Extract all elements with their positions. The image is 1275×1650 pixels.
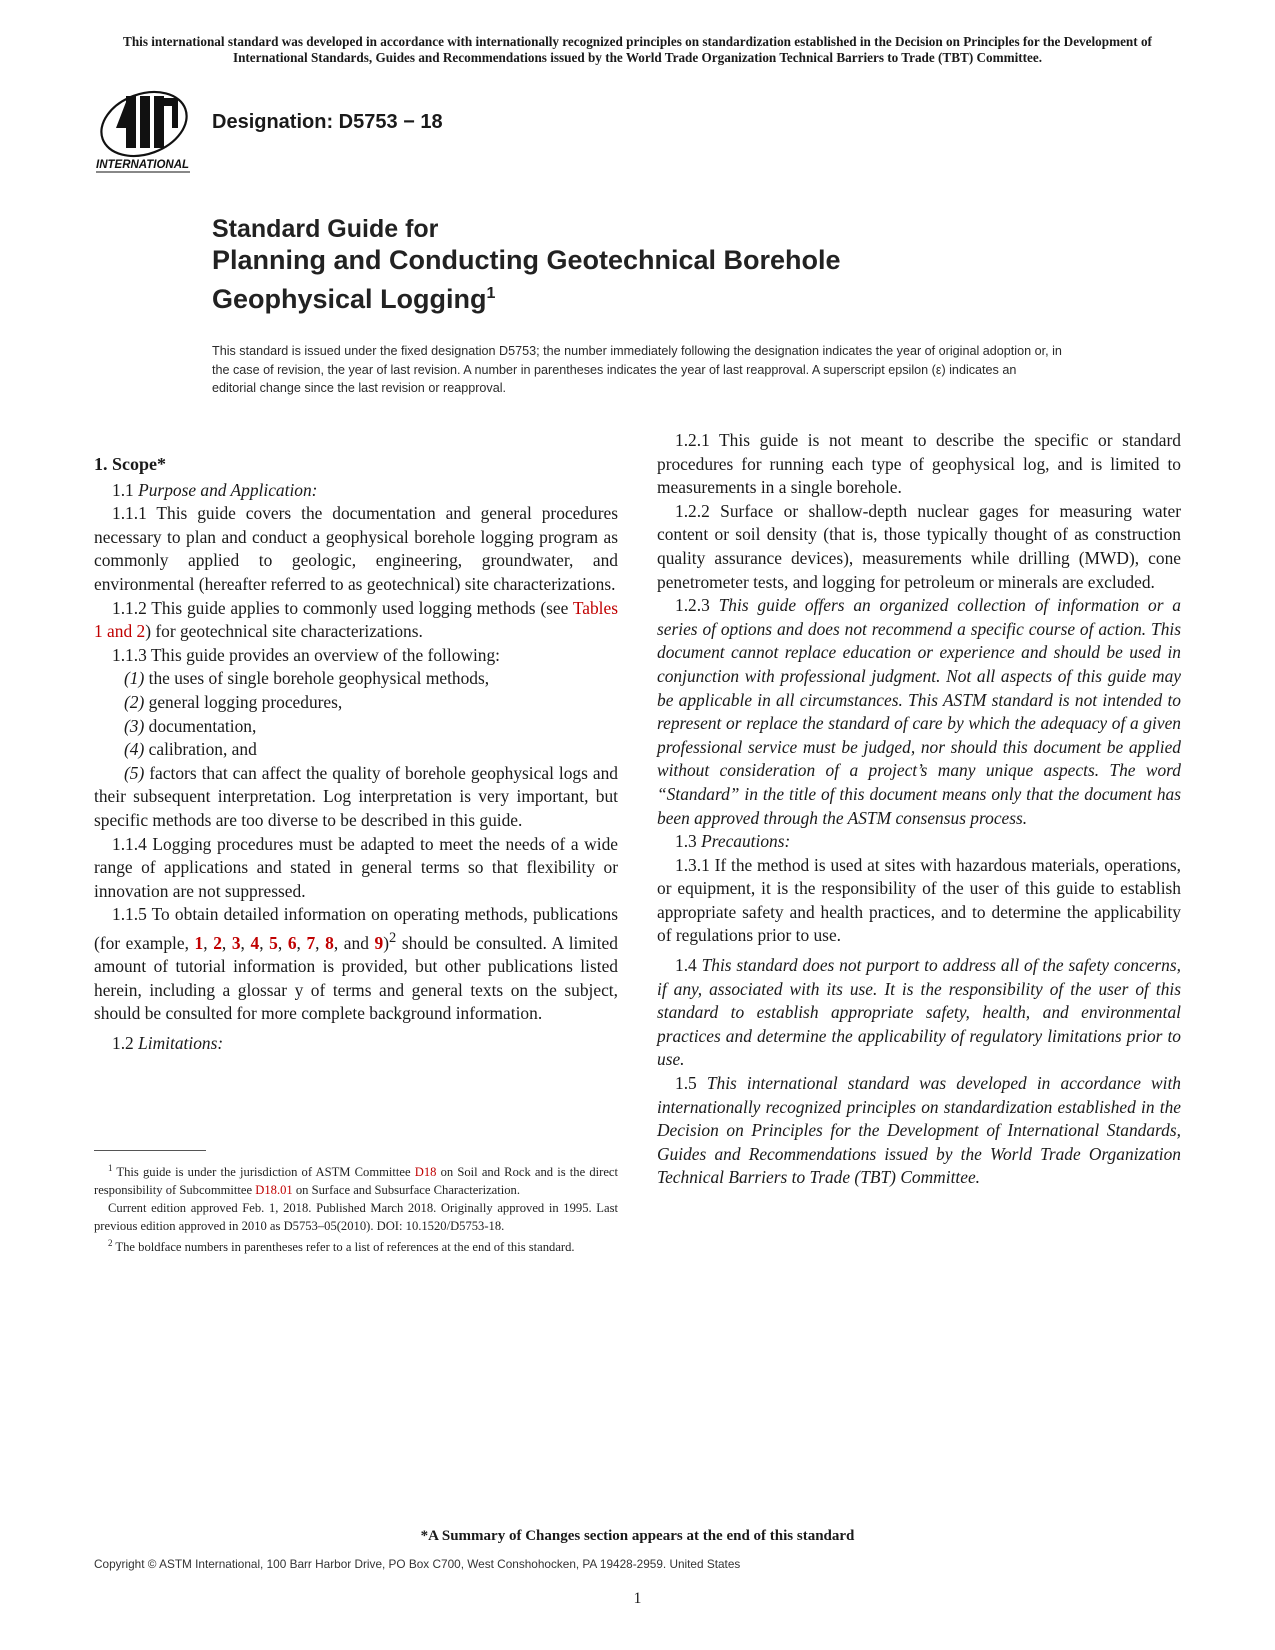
summary-of-changes-note: *A Summary of Changes section appears at the end of this standard xyxy=(420,1528,855,1544)
subcommittee-link[interactable]: D18.01 xyxy=(255,1182,293,1197)
ref-link[interactable]: 8 xyxy=(325,932,334,953)
list-item: (2) general logging procedures, xyxy=(124,691,343,712)
document-title xyxy=(212,214,841,316)
section-1-1-4: 1.1.4 Logging procedures must be adapted to meet the needs of a wide range of applications and stated in general terms so that flexibility or innovation are not suppressed. xyxy=(94,833,618,901)
ref-link[interactable]: 2 xyxy=(213,932,222,953)
footnotes xyxy=(94,1160,618,1257)
section-1-1-5: 1.1.5 To obtain detailed information on operating methods, publications (for example, 1, 2, 3, 4, 5, 6, 7, 8, and 9)$^2$ should be consulted. A limited amount of tutorial information is provided, but other publications listed herein, including a glossar y of terms and general texts on the subject, should be consulted for more complete background information. xyxy=(94,904,618,1024)
committee-link[interactable]: D18 xyxy=(414,1165,437,1180)
section-1-2-1: 1.2.1 This guide is not meant to describe the specific or standard procedures for running each type of geophysical log, and is limited to measurements in a single borehole. xyxy=(657,430,1181,498)
title-line-3: Geophysical Logging$^1$ xyxy=(212,284,496,314)
section-1-5: 1.5 This international standard was developed in accordance with internationally recognized principles on standardization established in the Decision on Principles for the Development of International Standards, Guides and Recommendations issued by the World Trade Organization Technical Barriers to Trade (TBT) Committee. xyxy=(657,1073,1181,1188)
title-footnote-mark[interactable]: 1 xyxy=(486,285,496,302)
list-item-5: (5) factors that can affect the quality of borehole geophysical logs and their subsequent interpretation. Log interpretation is very important, but specific methods are too diverse to be described in this guide. xyxy=(94,762,618,830)
ref-link[interactable]: 6 xyxy=(287,932,297,953)
page-number: 1 xyxy=(633,1590,642,1607)
tables-link[interactable]: Tables 1 and 2 xyxy=(94,597,618,642)
section-1-4: 1.4 This standard does not purport to address all of the safety concerns, if any, associated with its use. It is the responsibility of the user of this standard to establish appropriate safety, health, and environmental practices and determine the applicability of regulatory limitations prior to use. xyxy=(657,955,1181,1070)
section-1-1-3: 1.1.3 This guide provides an overview of the following: xyxy=(112,644,501,665)
ref-link[interactable]: 4 xyxy=(250,932,260,953)
ref-link[interactable]: 7 xyxy=(306,932,316,953)
list-item: (4) calibration, and xyxy=(124,739,257,760)
ref-link[interactable]: 1 xyxy=(194,932,204,953)
astm-logo-icon xyxy=(96,88,196,178)
section-1-2-3: 1.2.3 This guide offers an organized collection of information or a series of options and does not recommend a specific course of action. This document cannot replace education or experience and should be used in conjunction with professional judgment. Not all aspects of this guide may be applicable in all circumstances. This ASTM standard is not intended to represent or replace the standard of care by which the adequacy of a given professional service must be judged, nor should this document be applied without consideration of a project’s many unique aspects. The word “Standard” in the title of this document means only that the document has been approved through the ASTM consensus process. xyxy=(657,595,1181,828)
list-item: (3) documentation, xyxy=(124,715,257,736)
footnote-divider xyxy=(94,1150,206,1151)
section-1-2-2: 1.2.2 Surface or shallow-depth nuclear gages for measuring water content or soil density (that is, those typically thought of as construction quality assurance devices), measurements while drilling (MWD), cone penetrometer tests, and logging for petroleum or minerals are excluded. xyxy=(657,500,1181,592)
section-1-3: 1.3 Precautions: xyxy=(675,831,791,852)
designation: Designation: D5753 − 18 xyxy=(212,111,443,133)
astm-logo xyxy=(96,88,196,178)
copyright: Copyright © ASTM International, 100 Barr Harbor Drive, PO Box C700, West Conshohocken, PA 19428-2959. United States xyxy=(94,1557,741,1571)
ref-link[interactable]: 5 xyxy=(269,932,278,953)
section-1-1-1: 1.1.1 This guide covers the documentation and general procedures necessary to plan and conduct a geophysical borehole logging program as commonly applied to geologic, engineering, groundwater, and environmental (hereafter referred to as geotechnical) site characterizations. xyxy=(94,503,618,594)
edition-note: Current edition approved Feb. 1, 2018. Published March 2018. Originally approved in 1995. Last previous edition approved in 2010 as D5753–05(2010). DOI: 10.1520/D5753-18. xyxy=(94,1200,618,1233)
title-line-2: Planning and Conducting Geotechnical Borehole xyxy=(212,245,841,275)
logo-text: INTERNATIONAL xyxy=(96,159,190,171)
footnote-1: $^1$ This guide is under the jurisdiction of ASTM Committee D18 on Soil and Rock and is the direct responsibility of Subcommittee D18.01 on Surface and Subsurface Characterization. xyxy=(94,1163,619,1197)
section-1-1: 1.1 Purpose and Application: xyxy=(112,479,318,500)
issued-note: This standard is issued under the fixed designation D5753; the number immediately following the designation indicates the year of original adoption or, in the case of revision, the year of last revision. A number in parentheses indicates the year of last reapproval. A superscript epsilon (ε) indicates an editorial change since the last revision or reapproval. xyxy=(212,344,1062,395)
left-column xyxy=(94,453,618,1056)
section-1-2: 1.2 Limitations: xyxy=(112,1033,224,1054)
section-1-3-1: 1.3.1 If the method is used at sites with hazardous materials, operations, or equipment, it is the responsibility of the user of this guide to establish appropriate safety and health practices, and to determine the applicability of regulations prior to use. xyxy=(657,854,1181,946)
wto-notice: This international standard was developed in accordance with internationally recognized principles on standardization established in the Decision on Principles for the Development of International Standards, Guides and Recommendations issued by the World Trade Organization Technical Barriers to Trade (TBT) Committee. xyxy=(123,34,1152,65)
footnote-mark-2[interactable]: 2 xyxy=(389,929,397,946)
list-item: (1) the uses of single borehole geophysical methods, xyxy=(124,668,490,689)
scope-heading: 1. Scope* xyxy=(94,454,166,474)
ref-link[interactable]: 3 xyxy=(231,932,241,953)
section-1-1-2: 1.1.2 This guide applies to commonly used logging methods (see Tables 1 and 2) for geotechnical site characterizations. xyxy=(94,597,618,642)
title-line-1: Standard Guide for xyxy=(212,215,439,243)
footnote-2: $^2$ The boldface numbers in parentheses refer to a list of references at the end of this standard. xyxy=(108,1238,575,1255)
ref-link[interactable]: 9 xyxy=(374,932,384,953)
right-column xyxy=(657,429,1181,1190)
